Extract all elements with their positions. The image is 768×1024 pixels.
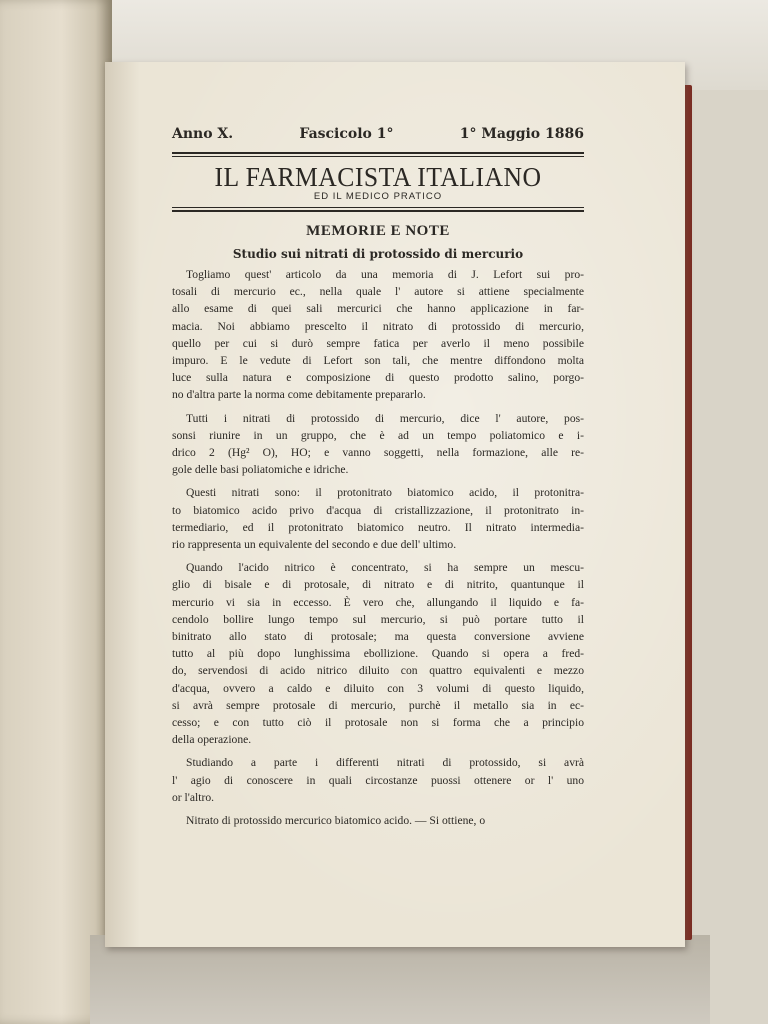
text-line: cendolo bollire lungo tempo sul mercurio, si può portare tutto il <box>172 612 584 626</box>
page-content <box>172 126 584 829</box>
text-line: cesso; e con tutto ciò il protosale non si forma che a principio <box>172 716 584 730</box>
text-line: l' agio di conoscere in quali circostanze puossi ottenere or l' uno <box>172 773 584 787</box>
text-line: glio di bisale e di protosale, di nitrato e di nitrito, quantunque il <box>172 578 584 592</box>
text-line: gole delle basi poliatomiche e idriche. <box>172 463 349 477</box>
section-heading: MEMORIE E NOTE <box>306 223 450 239</box>
text-line: Quando l'acido nitrico è concentrato, si ha sempre un mescu- <box>186 561 584 575</box>
text-line: macia. Noi abbiamo prescelto il nitrato di protossido di mercurio, <box>172 319 584 333</box>
paragraph <box>172 484 584 553</box>
text-line: no d'altra parte la norma come debitamente prepararlo. <box>172 388 426 402</box>
journal-page <box>105 62 685 947</box>
text-line: sonsi riunire in un gruppo, che è ad un tempo poliatomico e i- <box>172 428 584 442</box>
text-line: rio rappresenta un equivalente del secondo e due dell' ultimo. <box>172 538 457 552</box>
text-line: si avrà sempre protosale di mercurio, purchè il metallo sia in ec- <box>172 698 584 712</box>
book-bottom-edge <box>90 935 710 1024</box>
text-line: allo esame di quei sali mercurici che hanno applicazione in far- <box>172 302 584 316</box>
text-line: della operazione. <box>172 733 252 747</box>
header-rule <box>172 152 584 154</box>
journal-title: IL FARMACISTA ITALIANO <box>214 162 542 192</box>
header-year: Anno X. <box>172 126 234 142</box>
left-page-edge <box>0 0 112 1024</box>
journal-subtitle: ED IL MEDICO PRATICO <box>313 191 443 202</box>
article-body <box>172 266 584 829</box>
article-title: Studio sui nitrati di protossido di mercurio <box>232 247 524 261</box>
header-rule-thin <box>172 156 584 157</box>
paragraph <box>172 410 584 479</box>
paragraph <box>172 812 584 829</box>
text-line: to biatomico acido privo d'acqua di cristallizzazione, il protonitrato in- <box>172 503 584 517</box>
text-line: do, servendosi di acido nitrico diluito con quattro equivalenti e mezzo <box>172 664 584 678</box>
text-line: drico 2 (Hg² O), HO; e vanno soggetti, nella formazione, alle re- <box>172 446 584 460</box>
title-rule <box>172 207 584 208</box>
text-line: Nitrato di protossido mercurico biatomico acido. — Si ottiene, o <box>186 814 486 828</box>
text-line: quello per cui si durò sempre fatica per averlo il meno possibile <box>172 336 584 350</box>
paragraph <box>172 559 584 748</box>
paragraph <box>172 754 584 806</box>
text-line: luce sulla natura e composizione di questo prodotto salino, porgo- <box>172 371 584 385</box>
text-line: Tutti i nitrati di protossido di mercurio, dice l' autore, pos- <box>186 411 584 425</box>
text-line: binitrato allo stato di protosale; ma questa conversione avviene <box>172 630 584 644</box>
text-line: Studiando a parte i differenti nitrati di protossido, si avrà <box>186 756 584 770</box>
page-header <box>172 126 584 146</box>
text-line: tosali di mercurio ec., nella quale l' autore si attiene specialmente <box>172 285 584 299</box>
text-line: d'acqua, ovvero a caldo e diluito con 3 volumi di questo liquido, <box>172 681 584 695</box>
text-line: or l'altro. <box>172 790 215 804</box>
text-line: Togliamo quest' articolo da una memoria di J. Lefort sui pro- <box>186 268 584 281</box>
text-line: termediario, ed il protonitrato biatomico neutro. Il nitrato intermedia- <box>172 520 584 534</box>
paragraph <box>172 266 584 404</box>
text-line: tutto al più dopo lunghissima ebollizione. Quando si opera a fred- <box>172 647 584 661</box>
text-line: mercurio vi sia in eccesso. È vero che, allungando il liquido e fa- <box>172 595 584 609</box>
title-rule-thick <box>172 210 584 212</box>
text-line: impuro. E le vedute di Lefort son tali, che mentre diffondono molta <box>172 354 584 368</box>
text-line: Questi nitrati sono: il protonitrato biatomico acido, il protonitra- <box>186 486 584 500</box>
header-issue: Fascicolo 1° <box>299 126 394 142</box>
header-date: 1° Maggio 1886 <box>459 126 584 142</box>
